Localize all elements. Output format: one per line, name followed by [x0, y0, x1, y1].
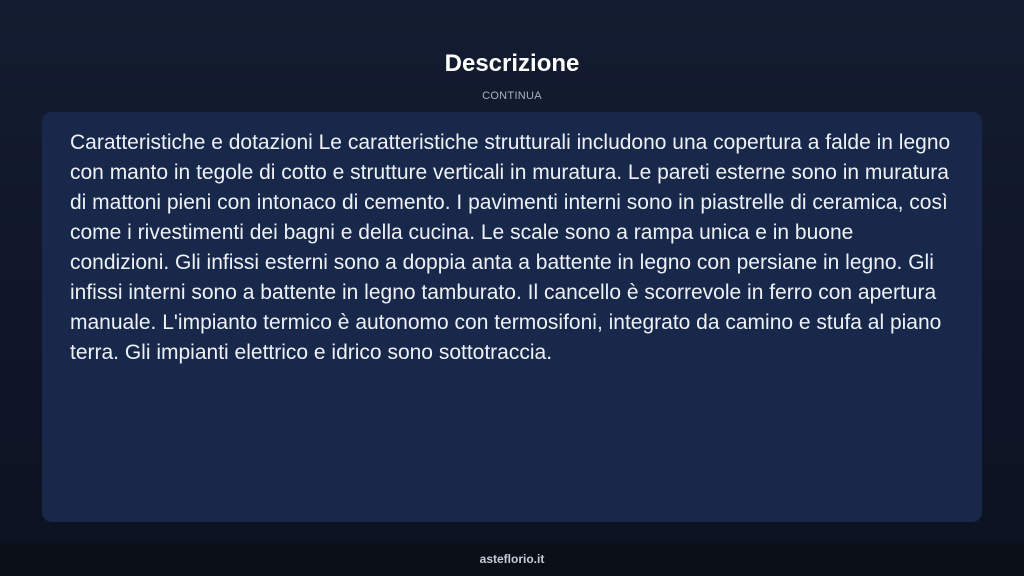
footer-site-name: asteflorio.it [479, 552, 545, 566]
page-title: Descrizione [444, 50, 580, 77]
continue-label: CONTINUA [482, 90, 542, 102]
description-card [42, 112, 982, 522]
description-text: Caratteristiche e dotazioni Le caratteristiche strutturali includono una copertura a falde in legno con manto in tegole di cotto e strutture verticali in muratura. Le pareti esterne sono in muratura di mattoni pieni con intonaco di cemento. I pavimenti interni sono in piastrelle di ceramica, così come i rivestimenti dei bagni e della cucina. Le scale sono a rampa unica e in buone condizioni. Gli infissi esterni sono a doppia anta a battente in legno con persiane in legno. Gli infissi interni sono a battente in legno tamburato. Il cancello è scorrevole in ferro con apertura manuale. L'impianto termico è autonomo con termosifoni, integrato da camino e stufa al piano terra. Gli impianti elettrico e idrico sono sottotraccia. [70, 131, 951, 364]
footer-bar [0, 543, 1024, 576]
